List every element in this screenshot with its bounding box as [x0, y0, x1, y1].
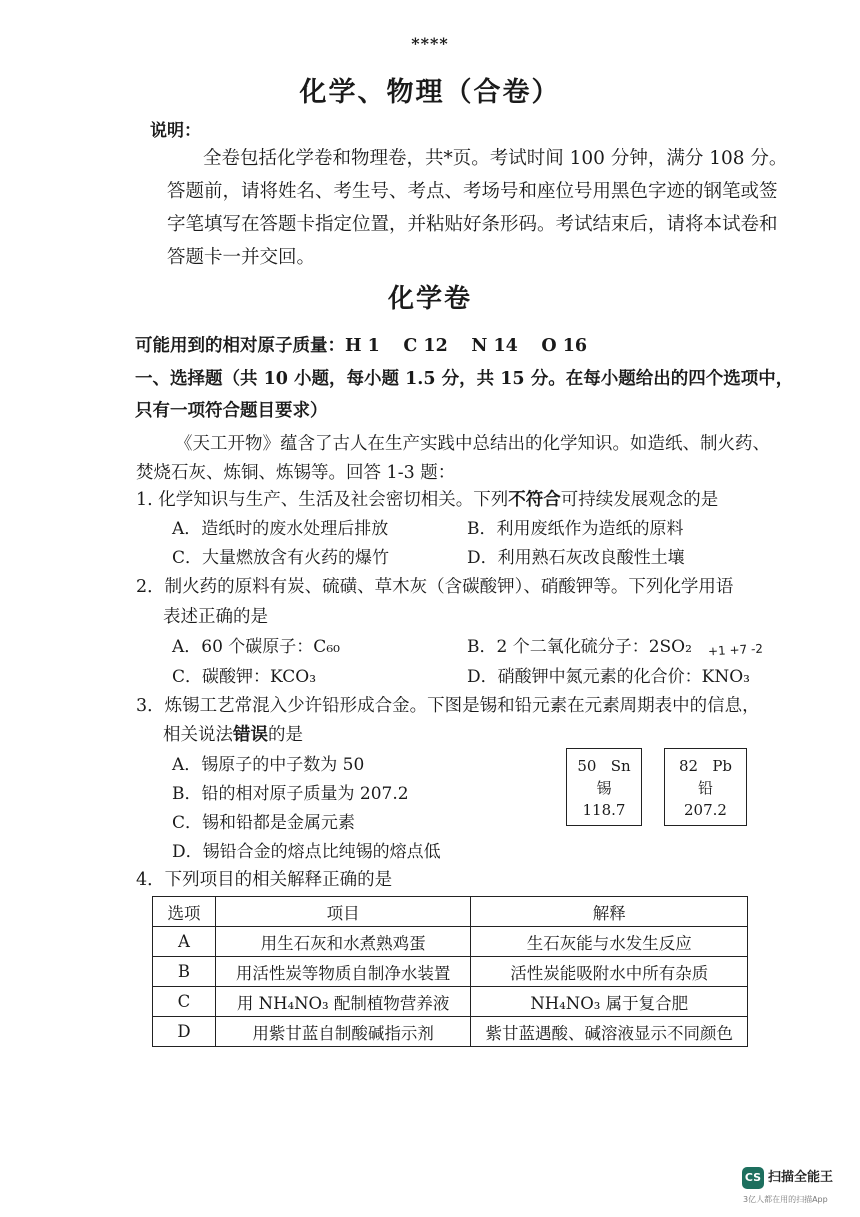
q2-option-d: D．硝酸钾中氮元素的化合价：KNO₃	[467, 667, 750, 687]
instructions-line-2: 答题前，请将姓名、考生号、考点、考场号和座位号用黑色字迹的钢笔或签	[167, 181, 778, 202]
pb-atomic-number: 82	[678, 757, 699, 775]
table-header-cell: 选项	[153, 897, 216, 927]
table-row	[153, 987, 748, 1017]
q3-option-c: C．锡和铅都是金属元素	[172, 813, 356, 833]
table-row	[153, 957, 748, 987]
section1-heading-2: 只有一项符合题目要求）	[135, 401, 328, 421]
pb-symbol: Pb	[712, 757, 733, 775]
table-header-row	[153, 897, 748, 927]
q2-stem-1: 2．制火药的原料有炭、硫磺、草木灰（含碳酸钾）、硝酸钾等。下列化学用语	[136, 577, 734, 597]
intro-line-2: 焚烧石灰、炼铜、炼锡等。回答 1-3 题：	[136, 463, 456, 483]
q2-option-c: C．碳酸钾：KCO₃	[172, 667, 317, 687]
table-cell: A	[153, 927, 216, 957]
table-cell: C	[153, 987, 216, 1017]
q2-handwritten-valences: +1 +7 -2	[707, 641, 764, 659]
q3-stem-part1: 相关说法	[163, 725, 233, 745]
q1-stem	[136, 486, 718, 511]
table-cell: NH₄NO₃ 属于复合肥	[471, 987, 748, 1017]
q2-option-b: B．2 个二氧化硫分子：2SO₂	[467, 637, 692, 657]
header-stars: ****	[411, 34, 449, 53]
q3-stem-1: 3．炼锡工艺常混入少许铅形成合金。下图是锡和铅元素在元素周期表中的信息，	[136, 696, 760, 716]
table-row	[153, 1017, 748, 1047]
q3-stem-2	[163, 721, 303, 746]
q1-stem-emphasis: 不符合	[508, 490, 561, 510]
scanner-app-name: 扫描全能王	[768, 1170, 834, 1185]
q4-stem: 4．下列项目的相关解释正确的是	[136, 870, 393, 890]
instructions-line-4: 答题卡一并交回。	[167, 247, 316, 268]
q1-stem-part2: 可持续发展观念的是	[560, 490, 719, 510]
table-cell: 活性炭能吸附水中所有杂质	[471, 957, 748, 987]
q2-stem-2: 表述正确的是	[163, 607, 268, 627]
q4-table	[152, 896, 748, 1047]
table-cell: B	[153, 957, 216, 987]
exam-title: 化学、物理（合卷）	[299, 77, 561, 108]
pb-mass: 207.2	[684, 801, 727, 819]
sn-number-symbol	[567, 755, 641, 777]
sn-mass: 118.7	[582, 801, 626, 819]
table-cell: 用紫甘蓝自制酸碱指示剂	[215, 1017, 471, 1047]
q1-option-a: A．造纸时的废水处理后排放	[172, 519, 389, 539]
q1-stem-part1: 1. 化学知识与生产、生活及社会密切相关。下列	[136, 490, 509, 510]
instructions-label: 说明：	[150, 121, 201, 141]
sn-symbol: Sn	[610, 757, 631, 775]
table-cell: 用活性炭等物质自制净水装置	[215, 957, 471, 987]
section1-heading-1: 一、选择题（共 10 小题，每小题 1.5 分，共 15 分。在每小题给出的四个选项中，	[135, 369, 794, 389]
table-cell: D	[153, 1017, 216, 1047]
q1-option-d: D．利用熟石灰改良酸性土壤	[467, 548, 685, 568]
scanner-tagline: 3亿人都在用的扫描App	[743, 1195, 828, 1204]
q1-option-b: B．利用废纸作为造纸的原料	[467, 519, 684, 539]
atomic-mass-line: 可能用到的相对原子质量：H 1 C 12 N 14 O 16	[135, 336, 588, 356]
q3-stem-part2: 的是	[268, 725, 303, 745]
pb-number-symbol	[665, 755, 746, 777]
intro-line-1: 《天工开物》蕴含了古人在生产实践中总结出的化学知识。如造纸、制火药、	[175, 434, 770, 454]
pb-name: 铅	[697, 779, 713, 797]
element-card-sn	[566, 748, 642, 826]
table-header-cell: 项目	[215, 897, 471, 927]
q3-option-d: D．锡铅合金的熔点比纯锡的熔点低	[172, 842, 441, 862]
q3-stem-emphasis: 错误	[233, 725, 268, 745]
q3-option-b: B．铅的相对原子质量为 207.2	[172, 784, 409, 804]
q2-option-a: A．60 个碳原子：C₆₀	[172, 637, 340, 657]
chemistry-title: 化学卷	[387, 284, 472, 314]
table-row	[153, 927, 748, 957]
q1-option-c: C．大量燃放含有火药的爆竹	[172, 548, 390, 568]
table-header-cell: 解释	[471, 897, 748, 927]
scanner-logo-icon: CS	[742, 1167, 764, 1189]
element-card-pb	[664, 748, 747, 826]
table-cell: 紫甘蓝遇酸、碱溶液显示不同颜色	[471, 1017, 748, 1047]
table-cell: 用 NH₄NO₃ 配制植物营养液	[215, 987, 471, 1017]
table-cell: 生石灰能与水发生反应	[471, 927, 748, 957]
instructions-line-1: 全卷包括化学卷和物理卷，共*页。考试时间 100 分钟，满分 108 分。	[203, 148, 788, 169]
sn-name: 锡	[596, 779, 612, 797]
sn-atomic-number: 50	[577, 757, 597, 775]
q3-option-a: A．锡原子的中子数为 50	[172, 755, 365, 775]
table-cell: 用生石灰和水煮熟鸡蛋	[215, 927, 471, 957]
instructions-line-3: 字笔填写在答题卡指定位置，并粘贴好条形码。考试结束后，请将本试卷和	[167, 214, 778, 235]
